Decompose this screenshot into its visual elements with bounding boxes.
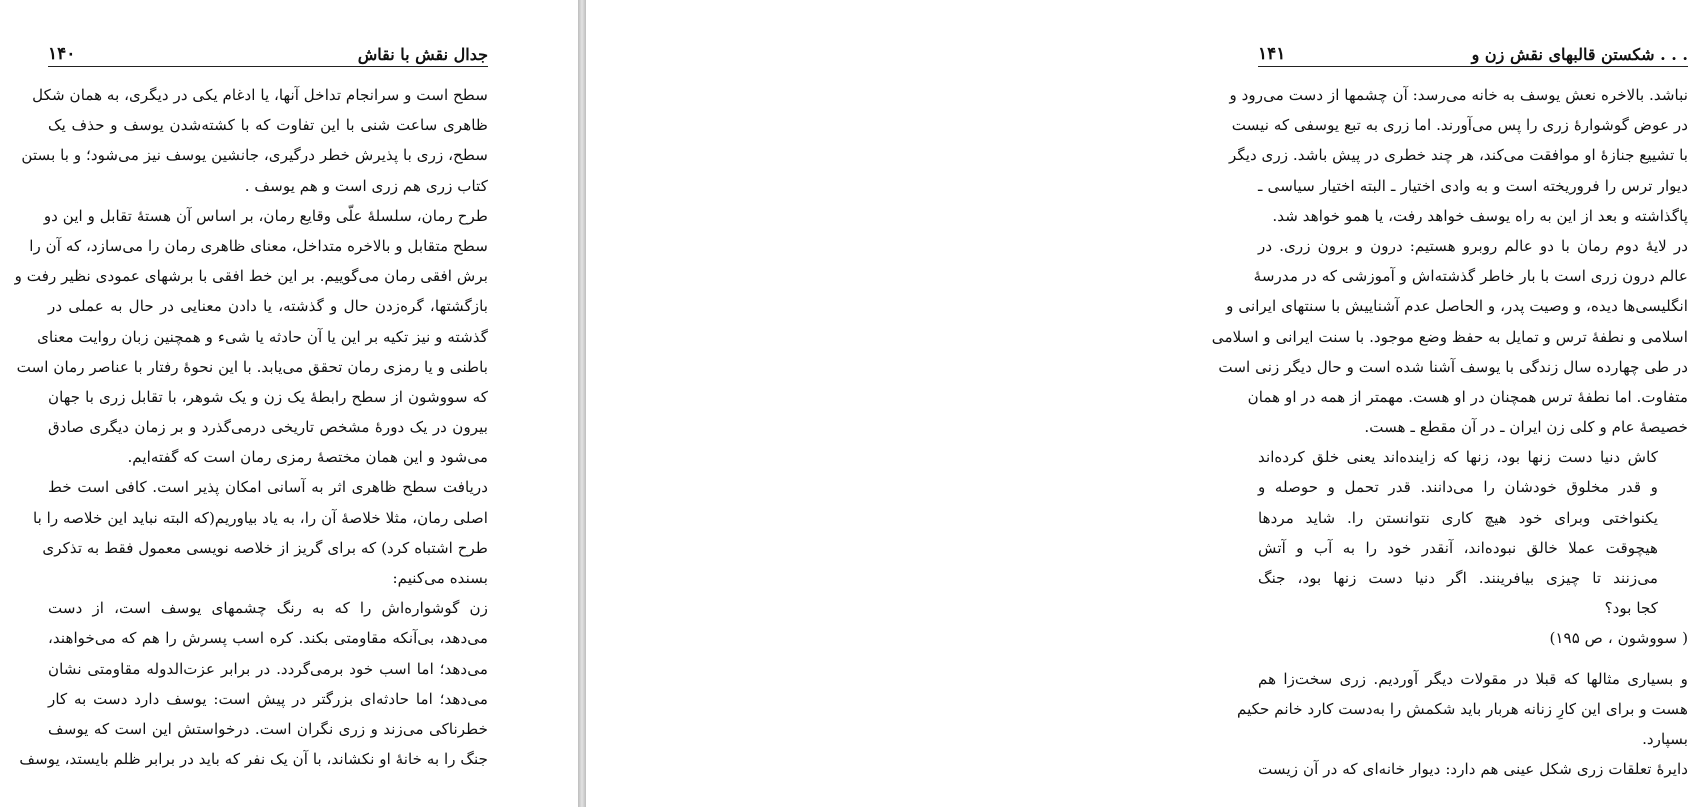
paragraph-gap (1258, 654, 1688, 664)
text-line: برش افقی رمان می‌گوییم. بر این خط افقی با برشهای عمودی نظیر رفت و (14, 267, 488, 286)
text-line: عالم درون زری است با بار خاطر گذشته‌اش و آموزشی که در مدرسهٔ (1253, 267, 1688, 286)
text-line: باطنی و یا رمزی رمان تحقق می‌یابد. با این نحوهٔ رفتار با عناصر رمان است (16, 357, 488, 376)
text-line: سطح است و سرانجام تداخل آنها، یا ادغام یکی در دیگری، به همان شکل (32, 86, 488, 104)
text-line: و بسیاری مثالها که قبلا در مقولات دیگر آوردیم. زری سخت‌زا هم (1258, 669, 1688, 688)
text-line: کاش دنیا دست زنها بود، زنها که زاینده‌اند یعنی خلق کرده‌اند (1258, 448, 1658, 467)
text-line: بازگشتها، گره‌زدن حال و گذشته، یا دادن معنایی در حال به عملی در (48, 297, 488, 316)
text-line: زن گوشواره‌اش را که به رنگ چشمهای یوسف است، از دست (48, 599, 488, 618)
page-number: ۱۴۱ (1258, 44, 1286, 64)
text-line: خصیصهٔ عام و کلی زن ایران ـ در آن مقطع ـ هست. (1364, 418, 1688, 437)
right-page-body (1211, 80, 1688, 784)
text-line: در عوض گوشوارهٔ زری را پس می‌آورند. اما زری به تبع یوسفی که نیست (1231, 116, 1688, 135)
text-line: دریافت سطح ظاهری اثر به آسانی امکان پذیر است. کافی است خط (48, 478, 488, 497)
text-line: می‌دهد، بی‌آنکه مقاومتی بکند. کره اسب پسرش را هم که می‌خواهند، (48, 629, 488, 648)
block-quote (1258, 442, 1688, 623)
text-line: هست و برای این کارِ زنانه هربار باید شکمش را به‌دست کارد خانم حکیم (1236, 699, 1688, 718)
text-line: بسپارد. (1642, 729, 1688, 748)
text-line: ظاهری ساعت شنی با این تفاوت که با کشته‌شدن یوسف و حذف یک (48, 116, 488, 135)
text-line: سطح، زری با پذیرش خطر درگیری، جانشین یوسف نیز می‌شود؛ و با بستن (21, 146, 488, 165)
left-page-header (48, 36, 488, 67)
text-line: هیچوقت عملا خالق نبوده‌اند، آنقدر خود را به آب و آتش (1258, 538, 1658, 557)
page-number: ۱۴۰ (48, 44, 76, 64)
running-title: شکستن قالبهای نقش زن و . . . (1471, 45, 1688, 64)
text-line: سطح متقابل و بالاخره متداخل، معنای ظاهری رمان را می‌سازد، که آن را (29, 236, 488, 255)
left-page (0, 0, 578, 807)
text-line: دیوار ترس را فروریخته است و به وادی اختیار ـ البته اختیار سیاسی ـ (1258, 176, 1688, 195)
text-line: انگلیسی‌ها دیده، و وصیت پدر، و الحاصل عدم آشناییش با سنتهای ایرانی و (1226, 297, 1688, 316)
text-line: طرح رمان، سلسلهٔ علّی وقایع رمان، بر اساس آن هستهٔ تقابل و این دو (43, 206, 488, 225)
text-line: می‌دهد؛ اما حادثه‌ای بزرگتر در پیش است: یوسف دارد دست به کار (48, 689, 488, 708)
text-line: اسلامی و نطفهٔ ترس و تمایل به حفظ وضع موجود. با سنت ایرانی و اسلامی (1211, 327, 1688, 346)
text-line: نباشد. بالاخره نعش یوسف به خانه می‌رسد: آن چشمها از دست می‌رود و (1229, 86, 1688, 104)
text-line: می‌شود و این همان مختصهٔ رمزی رمان است که گفته‌ایم. (127, 448, 488, 467)
text-line: یکنواختی وبرای خود هیچ کاری نتوانستن را. شاید مردها (1258, 508, 1658, 527)
text-line: بیرون در یک دورهٔ مشخص تاریخی درمی‌گذرد و بر زمان دیگری صادق (48, 418, 488, 437)
text-line: می‌زنند تا چیزی بیافرینند. اگر دنیا دست زنها بود، جنگ (1258, 569, 1658, 587)
text-line: کجا بود؟ (1604, 599, 1658, 618)
text-line: در طی چهارده سال زندگی با یوسف آشنا شده است و حال دیگر زنی است (1218, 357, 1688, 376)
text-line: گذشته و نیز تکیه بر این یا آن حادثه یا شیء و همچنین زبان روایت معنای (37, 327, 488, 346)
text-line: اصلی رمان، مثلا خلاصهٔ آن را، به یاد بیاوریم(که البته نباید این خلاصه را با (32, 508, 488, 527)
book-gutter (578, 0, 586, 807)
right-page-header (1258, 36, 1688, 67)
text-line: متفاوت. اما نطفهٔ ترس همچنان در او هست. مهمتر از همه در او همان (1247, 387, 1688, 406)
text-line: با تشییع جنازهٔ او موافقت می‌کند، هر چند خطری در پیش باشد. زری دیگر (1228, 146, 1688, 165)
right-page (586, 0, 1688, 807)
text-line: و قدر مخلوق خودشان را می‌دانند. قدر تحمل و حوصله و (1258, 478, 1658, 497)
text-line: دایرهٔ تعلقات زری شکل عینی هم دارد: دیوار خانه‌ای که در آن زیست (1258, 760, 1688, 779)
running-title: جدال نقش با نقاش (357, 45, 488, 64)
text-line: جنگ را به خانهٔ او نکشاند، با آن یک نفر که باید در برابر ظلم بایستد، یوسف (19, 750, 488, 769)
text-line: بسنده می‌کنیم: (392, 569, 488, 587)
quote-citation: ( سووشون ، ص ۱۹۵) (1549, 629, 1688, 648)
text-line: خطرناکی می‌زند و زری نگران است. درخواستش این است که یوسف (48, 719, 488, 738)
text-line: در لایهٔ دوم رمان با دو عالم روبرو هستیم: درون و برون زری. در (1258, 236, 1688, 255)
text-line: طرح اشتباه کرد) که برای گریز از خلاصه نویسی معمول فقط به تذکری (42, 538, 488, 557)
text-line: می‌دهد؛ اما اسب خود برمی‌گردد. در برابر عزت‌الدوله مقاومتی نشان (48, 659, 488, 678)
text-line: کتاب زری هم زری است و هم یوسف . (244, 176, 488, 195)
left-page-body (14, 80, 488, 774)
text-line: که سووشون از سطح رابطهٔ یک زن و یک شوهر، با تقابل زری با جهان (48, 387, 488, 406)
text-line: پاگذاشته و بعد از این به راه یوسف خواهد رفت، یا همو خواهد شد. (1272, 206, 1688, 225)
